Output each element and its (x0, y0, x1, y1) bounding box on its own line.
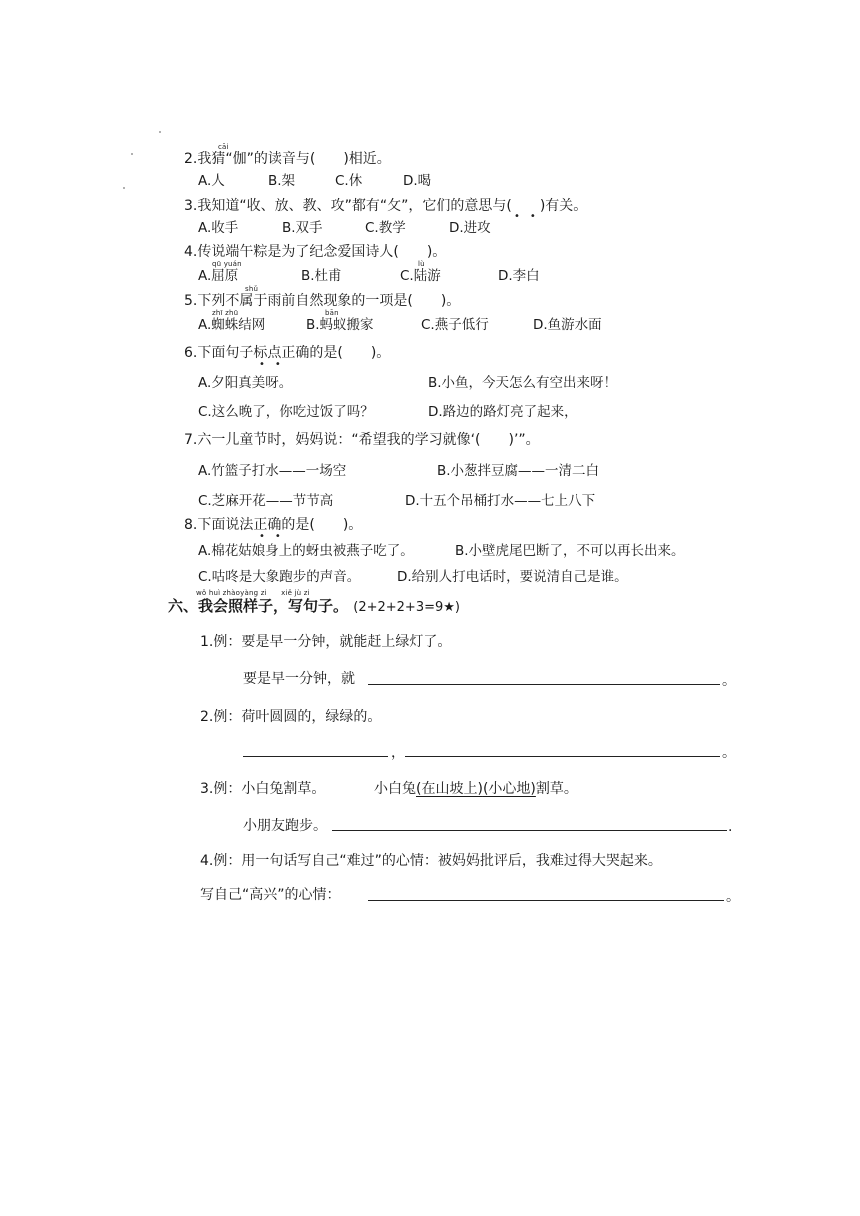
question-3: 3.我知道“收、放、教、攻”都有“攵”，它们的意思与( )有关。 (184, 198, 588, 214)
section-6-score: (2+2+2+3=9★) (353, 600, 460, 615)
scan-speck (123, 187, 125, 189)
q7-option-a: A.竹篮子打水——一场空 (198, 463, 347, 479)
item-3-example-place: (在山坡上) (416, 781, 483, 797)
item-4-answer-line[interactable] (368, 900, 724, 901)
q7-option-c: C.芝麻开花——节节高 (198, 493, 334, 509)
q5-option-b: B.蚂蚁搬家 (306, 317, 374, 333)
item-4-end-punct: 。 (726, 889, 740, 905)
q8-option-a: A.棉花姑娘身上的蚜虫被燕子吃了。 (198, 543, 414, 559)
q2-option-d: D.喝 (403, 173, 432, 189)
item-3-end-punct: . (728, 819, 733, 835)
pinyin-annotation: lù (418, 260, 425, 268)
item-1-answer-line[interactable] (368, 684, 720, 685)
q7-option-d: D.十五个吊桶打水——七上八下 (405, 493, 596, 509)
pinyin-annotation: wǒ huì zhàoyàng zi xiě jù zi (196, 589, 310, 597)
item-2-answer-line-1[interactable] (243, 756, 388, 757)
q6-option-b: B.小鱼，今天怎么有空出来呀！ (428, 375, 618, 391)
scan-speck (131, 153, 133, 155)
q6-option-c: C.这么晚了，你吃过饭了吗？ (198, 404, 374, 420)
item-4-prompt: 写自己“高兴”的心情： (200, 887, 341, 903)
item-1-prompt: 要是早一分钟，就 (243, 671, 355, 687)
pinyin-annotation: zhī zhū (212, 309, 239, 317)
item-3-prompt: 小朋友跑步。 (243, 818, 327, 834)
q3-option-b: B.双手 (282, 220, 323, 236)
section-6-title (168, 596, 460, 618)
item-2-example: 2.例：荷叶圆圆的，绿绿的。 (200, 709, 382, 725)
section-6-title-text: 六、我会照样子，写句子。 (168, 597, 349, 615)
emphasis-dots: •• (259, 531, 291, 542)
q4-option-b: B.杜甫 (301, 268, 342, 284)
q4-option-d: D.李白 (498, 268, 540, 284)
q5-option-d: D.鱼游水面 (533, 317, 602, 333)
q8-option-b: B.小壁虎尾巴断了，不可以再长出来。 (455, 543, 685, 559)
item-3-example-manner: (小心地) (482, 781, 536, 797)
item-3-example-sentence (374, 780, 578, 798)
question-4: 4.传说端午粽是为了纪念爱国诗人( )。 (184, 244, 447, 260)
q5-option-a: A.蜘蛛结网 (198, 317, 266, 333)
item-1-example: 1.例：要是早一分钟，就能赶上绿灯了。 (200, 634, 452, 650)
item-4-example: 4.例：用一句话写自己“难过”的心情：被妈妈批评后，我难过得大哭起来。 (200, 853, 662, 869)
question-5: 5.下列不属于雨前自然现象的一项是( )。 (184, 293, 461, 309)
q2-option-b: B.架 (268, 173, 296, 189)
item-3-example-subject: 小白兔 (374, 781, 416, 797)
q4-option-a: A.屈原 (198, 268, 239, 284)
pinyin-annotation: cāi (218, 143, 229, 151)
question-2: 2.我猜“伽”的读音与( )相近。 (184, 151, 391, 167)
pinyin-annotation: shǔ (245, 285, 259, 293)
q3-option-d: D.进攻 (449, 220, 491, 236)
item-3-answer-line[interactable] (332, 830, 727, 831)
q2-option-a: A.人 (198, 173, 225, 189)
question-8: 8.下面说法正确的是( )。 (184, 517, 363, 533)
emphasis-dots: •• (514, 211, 546, 222)
q6-option-d: D.路边的路灯亮了起来， (428, 404, 578, 420)
q7-option-b: B.小葱拌豆腐——一清二白 (437, 463, 600, 479)
q3-option-c: C.教学 (365, 220, 406, 236)
item-1-end-punct: 。 (722, 673, 736, 689)
q8-option-c: C.咕咚是大象跑步的声音。 (198, 569, 361, 585)
q6-option-a: A.夕阳真美呀。 (198, 375, 293, 391)
pinyin-annotation: qū yuán (212, 260, 242, 268)
item-2-answer-line-2[interactable] (405, 756, 720, 757)
item-2-comma: ， (391, 745, 405, 761)
scan-speck (159, 131, 161, 133)
q8-option-d: D.给别人打电话时，要说清自己是谁。 (397, 569, 628, 585)
q5-option-c: C.燕子低行 (421, 317, 489, 333)
item-2-end-punct: 。 (722, 745, 736, 761)
q4-option-c: C.陆游 (400, 268, 441, 284)
q2-option-c: C.休 (335, 173, 363, 189)
question-7: 7.六一儿童节时，妈妈说：“希望我的学习就像‘( )’”。 (184, 432, 540, 448)
item-3-example-verb: 割草。 (535, 781, 578, 797)
question-6: 6.下面句子标点正确的是( )。 (184, 345, 391, 361)
item-3-example: 3.例：小白兔割草。 (200, 781, 326, 797)
q3-option-a: A.收手 (198, 220, 239, 236)
pinyin-annotation: bān (325, 309, 339, 317)
emphasis-dots: •• (259, 359, 291, 370)
